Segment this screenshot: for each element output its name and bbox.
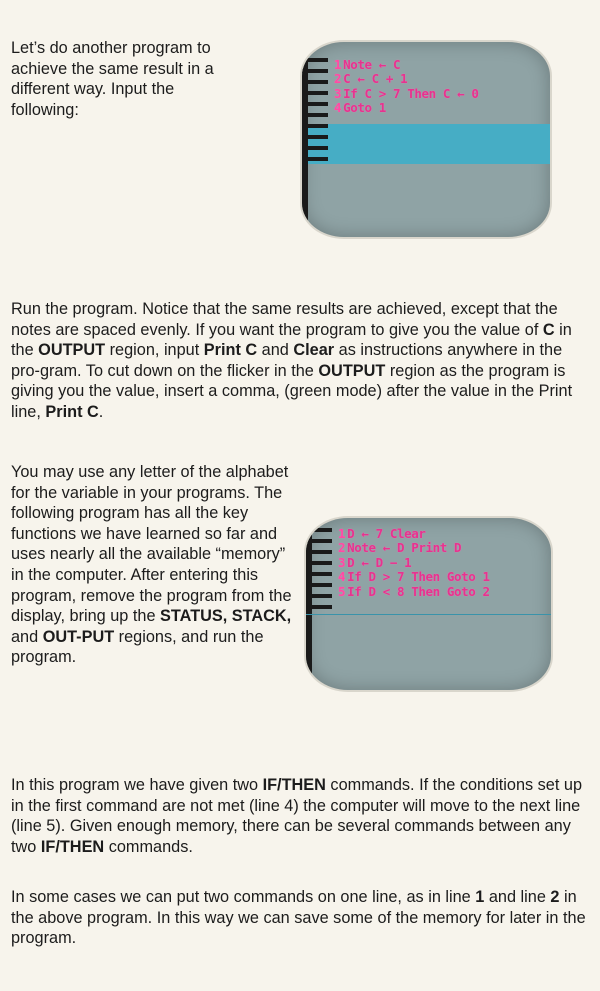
program-line: 3 If C > 7 Then C ← 0: [334, 85, 479, 101]
program-line: 4 If D > 7 Then Goto 1: [338, 569, 490, 585]
program-listing: [338, 527, 543, 599]
intro-line: different way. Input the: [11, 80, 175, 99]
line-tick-marks: [302, 58, 328, 168]
intro-line: Let’s do another program to: [11, 39, 211, 57]
region-divider: [306, 614, 551, 615]
tv-screen-program-2: [306, 518, 551, 690]
program-line: 2 Note ← D Print D: [338, 540, 462, 556]
program-line: 3 D ← D − 1: [338, 554, 412, 570]
variable-paragraph: You may use any letter of the alphabet for the variable in your programs. The following program has all the key functions we have learned so far and uses nearly all the available “memory” in the computer. After entering this program, remove the program from the display, bring up the STATUS, STACK, and OUT-PUT regions, and run the program.: [11, 463, 292, 667]
ifthen-paragraph: In this program we have given two IF/THEN commands. If the conditions set up in the first command are not met (line 4) the computer will move to the next line (line 5). Given enough memory, there can be several commands between any two IF/THEN commands.: [11, 776, 583, 856]
program-line: 4 Goto 1: [334, 100, 386, 116]
program-listing: [334, 58, 542, 116]
intro-paragraph: [11, 38, 286, 120]
output-region-band: [302, 124, 550, 164]
line-tick-marks: [306, 528, 332, 616]
intro-line: achieve the same result in a: [11, 59, 214, 78]
program-line: 5 If D < 8 Then Goto 2: [338, 583, 490, 599]
memory-paragraph: In some cases we can put two commands on one line, as in line 1 and line 2 in the above program. In this way we can save some of the memory for later in the program.: [11, 888, 586, 948]
program-line: 2 C ← C + 1: [334, 71, 408, 87]
tv-screen-program-1: [302, 42, 550, 237]
program-line: 1 Note ← C: [334, 57, 401, 72]
intro-line: following:: [11, 100, 79, 119]
program-line: 1 D ← 7 Clear: [338, 526, 426, 541]
run-program-paragraph: Run the program. Notice that the same results are achieved, except that the notes are spaced evenly. If you want the program to give you the value of C in the OUTPUT region, input Print C and Clear as instructions anywhere in the pro-gram. To cut down on the flicker in the OUTPUT region as the program is giving you the value, insert a comma, (green mode) after the value in the Print line, Print C.: [11, 300, 573, 421]
